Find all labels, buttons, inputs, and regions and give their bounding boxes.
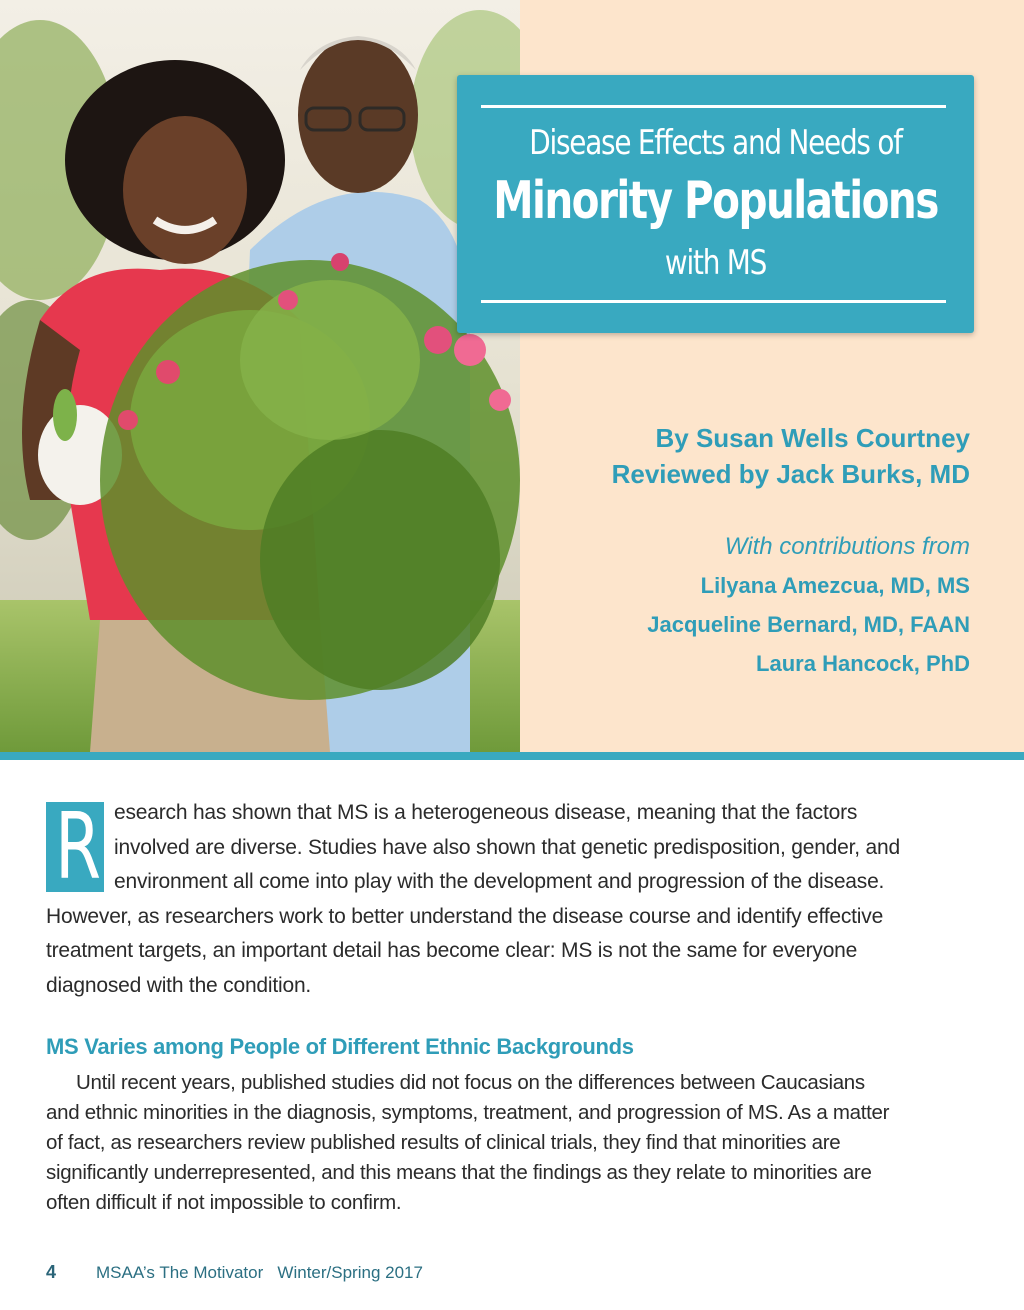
- text-line: esearch has shown that MS is a heterogeneous disease, meaning that the factors: [114, 801, 858, 824]
- text-line: Until recent years, published studies did not focus on the differences between Caucasians: [76, 1071, 865, 1094]
- contributor: Laura Hancock, PhD: [756, 651, 970, 676]
- text-line: significantly underrepresented, and this means that the findings as they relate to minorities are: [46, 1161, 872, 1184]
- reviewer-byline: Reviewed by Jack Burks, MD: [611, 459, 970, 489]
- contributions-label: With contributions from: [724, 533, 970, 560]
- title-rule-top: [481, 105, 946, 108]
- title-line-1: Disease Effects and Needs of: [529, 123, 902, 163]
- page-footer: [46, 1262, 423, 1283]
- text-line: environment all come into play with the development and progression of the disease.: [114, 870, 885, 893]
- section-heading: MS Varies among People of Different Ethnic Backgrounds: [46, 1034, 634, 1059]
- contributor: Lilyana Amezcua, MD, MS: [700, 573, 970, 598]
- title-rule-bottom: [481, 300, 946, 303]
- text-line: of fact, as researchers review published results of clinical trials, they find that minorities are: [46, 1131, 841, 1154]
- drop-cap: [46, 802, 104, 892]
- author-byline: By Susan Wells Courtney: [655, 423, 970, 453]
- title-line-3: with MS: [664, 243, 767, 283]
- drop-cap-letter: R: [54, 802, 101, 892]
- title-box: [457, 75, 974, 333]
- section-divider: [0, 752, 1024, 760]
- intro-text: [46, 796, 976, 1003]
- publication-name: MSAA’s The Motivator Winter/Spring 2017: [96, 1263, 423, 1282]
- title-line-2: Minority Populations: [493, 171, 938, 231]
- section-paragraph: [46, 1068, 976, 1218]
- credits: [612, 420, 970, 683]
- text-line: treatment targets, an important detail has become clear: MS is not the same for everyone: [46, 939, 858, 962]
- page-number: 4: [46, 1262, 57, 1282]
- gardening-couple-photo: [0, 0, 520, 752]
- text-line: diagnosed with the condition.: [46, 973, 312, 997]
- text-line: involved are diverse. Studies have also shown that genetic predisposition, gender, and: [114, 835, 900, 859]
- text-line: often difficult if not impossible to confirm.: [46, 1191, 402, 1214]
- text-line: However, as researchers work to better understand the disease course and identify effective: [46, 904, 884, 928]
- hero-photo: [0, 0, 520, 752]
- text-line: and ethnic minorities in the diagnosis, symptoms, treatment, and progression of MS. As a matter: [46, 1101, 890, 1124]
- intro-paragraph: [46, 796, 976, 1003]
- contributor: Jacqueline Bernard, MD, FAAN: [647, 612, 970, 637]
